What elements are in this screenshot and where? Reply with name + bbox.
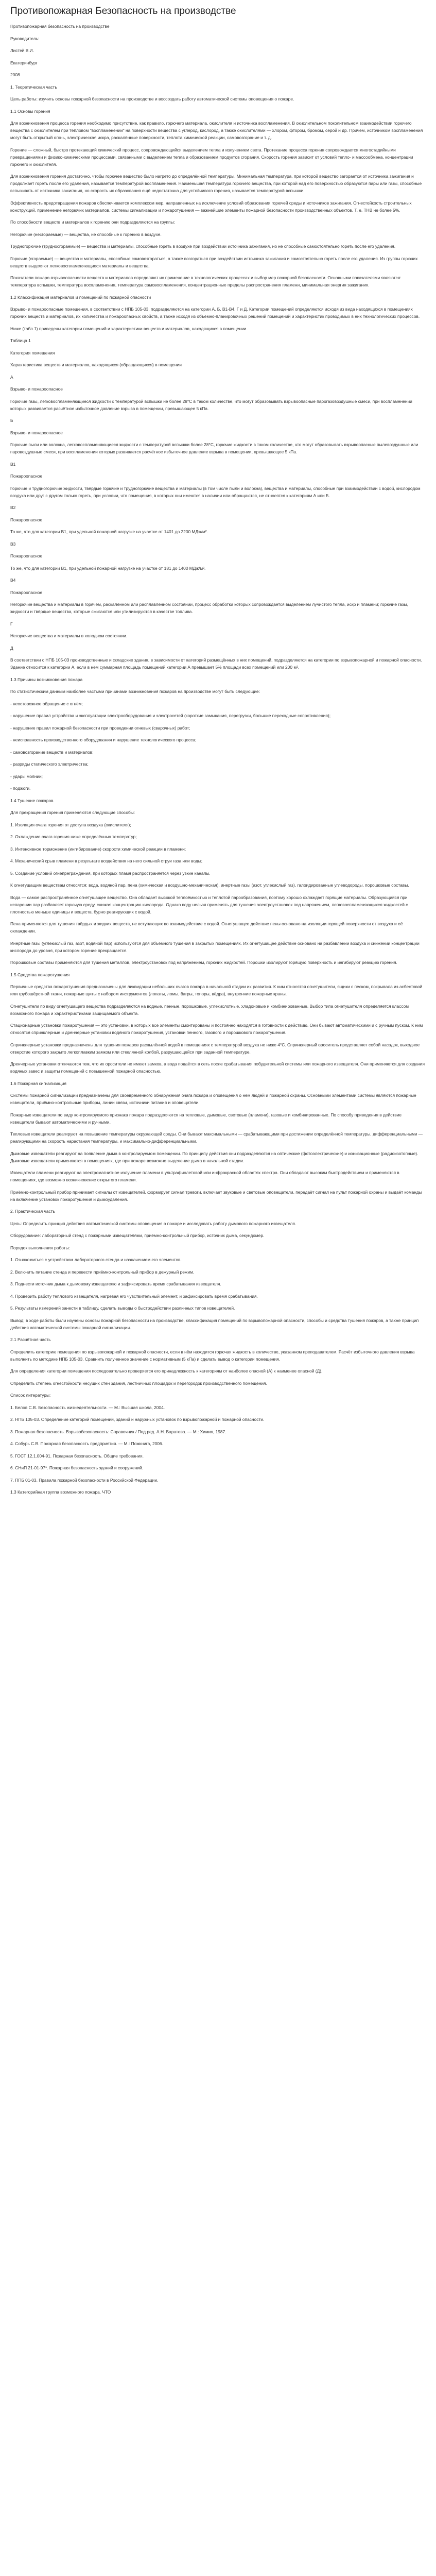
- paragraph: - удары молнии;: [10, 773, 43, 779]
- paragraph: Оборудование: лабораторный стенд с пожарными извещателями, приёмно-контрольный прибор, источник дыма, секундомер.: [10, 1233, 265, 1238]
- paragraph: Огнетушители по виду огнетушащего вещества подразделяются на водные, пенные, порошковые, углекислотные, хладоновые и комбинированные. Выбор типа огнетушителя определяется классом возможного пожара и характеристиками защищаемого объекта.: [10, 1003, 409, 1016]
- paragraph: По статистическим данным наиболее частыми причинами возникновения пожаров на производстве могут быть следующие:: [10, 689, 260, 694]
- paragraph: Пожароопасное: [10, 473, 43, 479]
- paragraph: Приёмно-контрольный прибор принимает сигналы от извещателей, формирует сигнал тревоги, включает звуковые и световые оповещатели, передаёт сигнал на пульт пожарной охраны и выдаёт команды на включение установок пожаротушения и дымоудаления.: [10, 1189, 422, 1202]
- paragraph: 1.6 Пожарная сигнализация: [10, 1080, 66, 1086]
- paragraph: Извещатели пламени реагируют на электромагнитное излучение пламени в ультрафиолетовой или инфракрасной областях спектра. Они обладают высоким быстродействием и применяются в помещениях, где возможно возникновение открытого пламени.: [10, 1170, 399, 1182]
- paragraph: Взрыво- и пожароопасное: [10, 430, 63, 435]
- paragraph: Екатеринбург: [10, 60, 38, 65]
- paragraph: То же, что для категории В1, при удельной пожарной нагрузке на участке от 1401 до 2200 МДж/м².: [10, 529, 208, 534]
- paragraph: Для возникновения процесса горения необходимо присутствие, как правило, горючего материала, окислителя и источника воспламенения. В окислительном поколительном взаимодействии горючего вещества с окислителем при тепловом "воспламенении" на поверхности вещества с углерод, кислород, а также окислителями — хлором, фтором, бромом, серой и др. Причем, источником воспламенения могут быть открытый огонь, электрическая искра, раскалённые поверхности, теплота химической реакции, самовозгорание и т. д.: [10, 121, 423, 140]
- paragraph: Инертные газы (углекислый газ, азот, водяной пар) используются для объёмного тушения в закрытых помещениях. Их огнетушащее действие основано на разбавлении воздуха и снижении концентрации кислорода до уровня, при котором горение прекращается.: [10, 940, 420, 953]
- paragraph: - нарушение правил устройства и эксплуатации электрооборудования и электросетей (короткие замыкания, перегрузки, большие переходные сопротивления);: [10, 713, 331, 718]
- paragraph: Список литературы:: [10, 1393, 51, 1398]
- paragraph: 4. Собурь С.В. Пожарная безопасность предприятия. — М.: Пожкнига, 2006.: [10, 1441, 163, 1446]
- paragraph: Негорючие вещества и материалы в горячем, раскалённом или расплавленном состоянии, процесс обработки которых сопровождается выделением лучистого тепла, искр и пламени; горючие газы, жидкости и твёрдые вещества, которые сжигаются или утилизируются в качестве топлива.: [10, 602, 408, 614]
- paragraph: 6. СНиП 21-01-97*. Пожарная безопасность зданий и сооружений.: [10, 1465, 143, 1470]
- document-title: Противопожарная Безопасность на производстве: [10, 6, 236, 16]
- paragraph: То же, что для категории В1, при удельной пожарной нагрузке на участке от 181 до 1400 МДж/м².: [10, 565, 206, 571]
- paragraph: 1. Изоляция очага горения от доступа воздуха (окислителя);: [10, 822, 131, 827]
- paragraph: 5. ГОСТ 12.1.004-91. Пожарная безопасность. Общие требования.: [10, 1453, 144, 1459]
- paragraph: А: [10, 374, 13, 380]
- paragraph: Пожарные извещатели по виду контролируемого признака пожара подразделяются на тепловые, дымовые, световые (пламени), газовые и комбинированные. По способу приведения в действие извещатели бывают автоматическими и ручными.: [10, 1112, 402, 1125]
- paragraph: - нарушение правил пожарной безопасности при проведении огневых (сварочных) работ;: [10, 725, 190, 731]
- paragraph: 3. Пожарная безопасность. Взрывобезопасность: Справочник / Под ред. А.Н. Баратова. — М.: Химия, 1987.: [10, 1429, 226, 1434]
- paragraph: Таблица 1: [10, 338, 31, 343]
- paragraph: Для возникновения горения достаточно, чтобы горючее вещество было нагрето до определённой температуры. Минимальная температура, при которой вещество загорается от источника зажигания и продолжает гореть после его удаления, называется температурой воспламенения. Наименьшая температура горючего вещества, при которой над его поверхностью образуются пары или газы, способные вспыхивать от источника зажигания, но скорость их образования ещё недостаточна для устойчивого горения, называется температурой вспышки.: [10, 174, 422, 193]
- paragraph: Пена применяется для тушения твёрдых и жидких веществ, не вступающих во взаимодействие с водой. Огнетушащее действие пены основано на изоляции горящей поверхности от воздуха и её охлаждении.: [10, 921, 403, 934]
- paragraph: Пожароопасное: [10, 517, 43, 522]
- paragraph: 2.1 Расчётная часть: [10, 1337, 51, 1342]
- paragraph: 3. Поднести источник дыма к дымовому извещателю и зафиксировать время срабатывания извещателя.: [10, 1281, 221, 1286]
- paragraph: Для прекращения горения применяются следующие способы:: [10, 810, 135, 815]
- paragraph: - самовозгорание веществ и материалов;: [10, 749, 94, 755]
- paragraph: Категория помещения: [10, 350, 55, 355]
- paragraph: 7. ППБ 01-03. Правила пожарной безопасности в Российской Федерации.: [10, 1477, 159, 1483]
- paragraph: В3: [10, 541, 16, 547]
- paragraph: 4. Проверить работу теплового извещателя, нагревая его чувствительный элемент, и зафиксировать время срабатывания.: [10, 1293, 258, 1299]
- paragraph: 1.3 Категорийная группа возможного пожара. ЧТО: [10, 1489, 111, 1495]
- paragraph: 1.2 Классификация материалов и помещений по пожарной опасности: [10, 294, 151, 300]
- paragraph: 1.5 Средства пожаротушения: [10, 972, 70, 977]
- paragraph: Трудногорючие (трудносгораемые) — вещества и материалы, способные гореть в воздухе при воздействии источника зажигания, но не способные самостоятельно гореть после его удаления.: [10, 244, 396, 249]
- paragraph: Цель: Определить принцип действия автоматической системы оповещения о пожаре и исследовать работу дымового пожарного извещателя.: [10, 1221, 297, 1226]
- paragraph: Показатели пожаро-взрывоопасности веществ и материалов определяют их применение в технологических процессах и выбор мер пожарной безопасности. Основными показателями являются: температура вспышки, температура воспламенения, температура самовоспламенения, концентрационные пределы распространения пламени, минимальная энергия зажигания.: [10, 275, 402, 287]
- paragraph: 5. Создание условий огнепреграждения, при которых пламя распространяется через узкие каналы.: [10, 870, 211, 876]
- paragraph: 2. Включить питание стенда и перевести приёмно-контрольный прибор в дежурный режим.: [10, 1269, 195, 1275]
- paragraph: Характеристика веществ и материалов, находящихся (обращающихся) в помещении: [10, 362, 182, 367]
- paragraph: Негорючие (несгораемые) — вещества, не способные к горению в воздухе.: [10, 231, 162, 237]
- paragraph: Вывод: в ходе работы были изучены основы пожарной безопасности на производстве, классификация помещений по взрывопожарной опасности, способы и средства тушения пожаров, а также принцип действия автоматической системы пожарной сигнализации.: [10, 1317, 419, 1330]
- paragraph: Горючие (сгораемые) — вещества и материалы, способные самовозгораться, а также возгораться при воздействии источника зажигания и самостоятельно гореть после его удаления. Из группы горючих веществ выделяют легковоспламеняющиеся материалы и вещества.: [10, 256, 418, 268]
- paragraph: Горючие пыли или волокна, легковоспламеняющиеся жидкости с температурой вспышки более 28°С, горючие жидкости в таком количестве, что могут образовывать взрывоопасные пылевоздушные или паровоздушные смеси, при воспламенении которых развивается расчётное избыточное давление взрыва в помещении, превышающее 5 кПа.: [10, 442, 418, 454]
- paragraph: - неисправность производственного оборудования и нарушение технологического процесса;: [10, 737, 197, 742]
- paragraph: В4: [10, 578, 16, 583]
- paragraph: - неосторожное обращение с огнём;: [10, 701, 83, 706]
- paragraph: Б: [10, 418, 13, 423]
- paragraph: Горение — сложный, быстро протекающий химический процесс, сопровождающийся выделением тепла и излучением света. Протекание процесса горения сопровождается многостадийными превращениями и физико-химическими процессами, связанными с выделением тепла и образованием продуктов сгорания. Скорость горения зависит от условий тепло- и массообмена, концентрации горючего и окислителя.: [10, 147, 413, 167]
- paragraph: Горючие газы, легковоспламеняющиеся жидкости с температурой вспышки не более 28°С в таком количестве, что могут образовывать взрывоопасные парогазовоздушные смеси, при воспламенении которых развивается расчётное избыточное давление взрыва в помещении, превышающее 5 кПа.: [10, 398, 412, 411]
- paragraph: 2. НПБ 105-03. Определение категорий помещений, зданий и наружных установок по взрывопожарной и пожарной опасности.: [10, 1417, 265, 1422]
- paragraph: В соответствии с НПБ 105-03 производственные и складские здания, в зависимости от категорий размещённых в них помещений, подразделяются на категории по взрывопожарной и пожарной опасности. Здание относится к категории А, если в нём суммарная площадь помещений категории А превышает 5% площади всех помещений или 200 м².: [10, 657, 422, 670]
- paragraph: Ниже (табл.1) приведены категории помещений и характеристики веществ и материалов, находящихся в помещении.: [10, 326, 248, 331]
- paragraph: Для определения категории помещения последовательно проверяется его принадлежность к категориям от наиболее опасной (А) к наименее опасной (Д).: [10, 1368, 323, 1374]
- paragraph: По способности веществ и материалов к горению они подразделяются на группы:: [10, 219, 175, 225]
- paragraph: 1.1 Основы горения: [10, 108, 50, 114]
- paragraph: Порядок выполнения работы:: [10, 1245, 70, 1250]
- paragraph: Руководитель:: [10, 36, 40, 41]
- paragraph: 5. Результаты измерений занести в таблицу, сделать выводы о быстродействии различных типов извещателей.: [10, 1306, 235, 1311]
- paragraph: Дренчерные установки отличаются тем, что их оросители не имеют замков, а вода подаётся в сеть после срабатывания побудительной системы или пожарного извещателя. Они применяются для создания водяных завес и защиты помещений с повышенной пожарной опасностью.: [10, 1061, 425, 1074]
- paragraph: 1.4 Тушение пожаров: [10, 798, 54, 803]
- paragraph: Системы пожарной сигнализации предназначены для своевременного обнаружения очага пожара и оповещения о нём людей и пожарной охраны. Основными элементами системы являются пожарные извещатели, приёмно-контрольные приборы, линии связи, источники питания и оповещатели.: [10, 1093, 416, 1105]
- paragraph: 1. Теоретическая часть: [10, 84, 57, 90]
- paragraph: Взрыво- и пожароопасное: [10, 386, 63, 392]
- paragraph: Тепловые извещатели реагируют на повышение температуры окружающей среды. Они бывают максимальными — срабатывающими при достижении определённой температуры, дифференциальными — реагирующими на скорость нарастания температуры, и максимально-дифференциальными.: [10, 1131, 423, 1144]
- paragraph: Взрыво- и пожароопасные помещения, в соответствии с НПБ 105-03, подразделяются на категории А, Б, В1-В4, Г и Д. Категории помещений определяются исходя из вида находящихся в помещениях горючих веществ и материалов, их количества и пожароопасных свойств, а также исходя из объёмно-планировочных решений помещений и характеристик проводимых в них технологических процессов.: [10, 307, 420, 319]
- paragraph: - разряды статического электричества;: [10, 761, 89, 767]
- paragraph: Спринклерные установки предназначены для тушения пожаров распылённой водой в помещениях с температурой воздуха не ниже 4°С. Спринклерный ороситель представляет собой насадок, выходное отверстие которого закрыто легкоплавким замком или стеклянной колбой, разрушающейся при заданной температуре.: [10, 1042, 420, 1055]
- paragraph: Негорючие вещества и материалы в холодном состоянии.: [10, 633, 128, 638]
- paragraph: Пожароопасное: [10, 589, 43, 595]
- paragraph: Порошковые составы применяются для тушения металлов, электроустановок под напряжением, горючих жидкостей. Порошки изолируют горящую поверхность и ингибируют реакцию горения.: [10, 960, 397, 965]
- paragraph: Определить категорию помещения по взрывопожарной и пожарной опасности, если в нём находится горючая жидкость в количестве, указанном преподавателем. Расчёт избыточного давления взрыва выполнить по методике НПБ 105-03. Сравнить полученное значение с нормативным (5 кПа) и сделать вывод о категории помещения.: [10, 1349, 415, 1362]
- paragraph: Определить степень огнестойкости несущих стен здания, лестничных площадок и перегородок производственного помещения.: [10, 1380, 267, 1386]
- paragraph: 2008: [10, 72, 20, 77]
- paragraph: Эффективность предотвращения пожаров обеспечивается комплексом мер, направленных на исключение условий образования горючей среды и источников зажигания. Огнестойкость строительных конструкций, применение негорючих материалов, системы сигнализации и пожаротушения — важнейшие элементы пожарной безопасности производственных объектов. Т. е. ТНВ не более 5%.: [10, 200, 412, 213]
- paragraph: Г: [10, 621, 13, 626]
- paragraph: 1.3 Причины возникновения пожара: [10, 676, 83, 682]
- paragraph: К огнетушащим веществам относятся: вода, водяной пар, пена (химическая и воздушно-механическая), инертные газы (азот, углекислый газ), галоидированные углеводороды, порошковые составы.: [10, 883, 409, 888]
- document-body: [10, 23, 426, 1496]
- paragraph: Пожароопасное: [10, 553, 43, 558]
- paragraph: 2. Практическая часть: [10, 1209, 55, 1214]
- paragraph: Листей В.И.: [10, 48, 34, 53]
- paragraph: Противопожарная безопасность на производстве: [10, 24, 110, 29]
- paragraph: 2. Охлаждение очага горения ниже определённых температур;: [10, 834, 137, 839]
- paragraph: Д: [10, 645, 13, 651]
- paragraph: Дымовые извещатели реагируют на появление дыма в контролируемом помещении. По принципу действия они подразделяются на оптические (фотоэлектрические) и ионизационные (радиоизотопные). Дымовые извещатели применяются в помещениях, где при пожаре возможно выделение дыма в начальной стадии.: [10, 1150, 418, 1163]
- paragraph: - поджоги.: [10, 786, 31, 791]
- paragraph: Цель работы: изучить основы пожарной безопасности на производстве и воссоздать работу автоматической системы оповещения о пожаре.: [10, 96, 294, 101]
- paragraph: 3. Интенсивное торможение (ингибирование) скорости химической реакции в пламени;: [10, 846, 186, 852]
- paragraph: Стационарные установки пожаротушения — это установки, в которых все элементы смонтированы и постоянно находятся в готовности к действию. Они бывают автоматическими и с ручным пуском. К ним относятся спринклерные и дренчерные установки водяного пожаротушения, установки пенного, газового и порошкового пожаротушения.: [10, 1023, 423, 1035]
- paragraph: 1. Белов С.В. Безопасность жизнедеятельности. — М.: Высшая школа, 2004.: [10, 1404, 165, 1410]
- paragraph: 1. Ознакомиться с устройством лабораторного стенда и назначением его элементов.: [10, 1257, 182, 1262]
- paragraph: В1: [10, 461, 16, 467]
- paragraph: 4. Механический срыв пламени в результате воздействия на него сильной струи газа или воды;: [10, 858, 203, 863]
- paragraph: Первичные средства пожаротушения предназначены для ликвидации небольших очагов пожара в начальной стадии их развития. К ним относятся огнетушители, ящики с песком, покрывала из асбестовой или грубошёрстной ткани, пожарные щиты с набором инструментов (лопаты, ломы, багры, топоры, вёдра), внутренние пожарные краны.: [10, 984, 423, 996]
- paragraph: Горючие и трудногорючие жидкости, твёрдые горючие и трудногорючие вещества и материалы (в том числе пыли и волокна), вещества и материалы, способные при взаимодействии с водой, кислородом воздуха или друг с другом только гореть, при условии, что помещения, в которых они имеются в наличии или обращаются, не относятся к категориям А или Б.: [10, 485, 421, 498]
- paragraph: В2: [10, 505, 16, 510]
- paragraph: Вода — самое распространённое огнетушащее вещество. Она обладает высокой теплоёмкостью и теплотой парообразования, поэтому хорошо охлаждает горящие материалы. Образующийся при испарении пар разбавляет горючую среду, снижая концентрацию кислорода. Однако воду нельзя применять для тушения электроустановок под напряжением, легковоспламеняющихся жидкостей с плотностью меньше единицы и веществ, бурно реагирующих с водой.: [10, 894, 408, 914]
